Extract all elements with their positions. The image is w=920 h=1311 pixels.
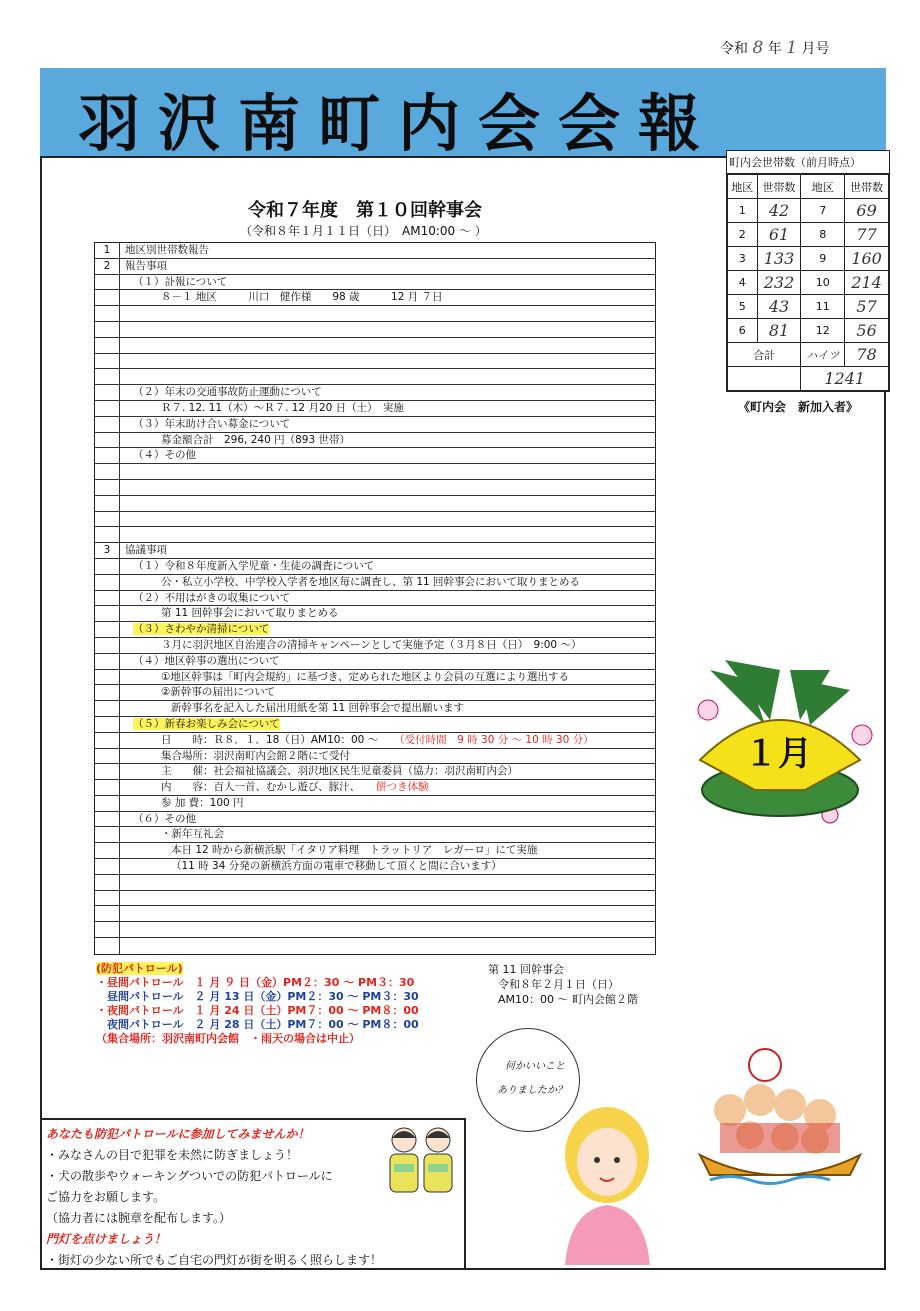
minutes-number	[95, 575, 120, 590]
district-cell: 10	[801, 271, 845, 295]
minutes-text: ・新年互礼会	[161, 828, 224, 841]
minutes-number	[95, 306, 120, 321]
minutes-number	[95, 322, 120, 337]
minutes-number	[95, 938, 120, 954]
minutes-text: ３月に羽沢地区自治連合の清掃キャンペーンとして実施予定（３月８日（日） 9:00 ～）	[161, 638, 582, 651]
minutes-row	[95, 591, 655, 607]
minutes-number: 1	[95, 243, 120, 258]
patrol-line: 昼間パトロール ２ 月 13 日（金）PM２：30 ～ PM３：30	[96, 990, 419, 1003]
meeting-datetime: （令和８年１月１１日（日） AM10:00 〜 ）	[240, 224, 487, 238]
count-cell: 160	[845, 247, 889, 271]
minutes-number	[95, 559, 120, 574]
count-cell: 214	[845, 271, 889, 295]
seven-lucky-gods-illustration	[690, 1045, 870, 1185]
col-count: 世帯数	[757, 175, 801, 199]
minutes-row	[95, 859, 655, 875]
minutes-number	[95, 275, 120, 290]
minutes-number	[95, 290, 120, 305]
speech-line-1: 何かいいこと	[505, 1061, 565, 1072]
appeal-text	[46, 1124, 382, 1271]
minutes-row	[95, 749, 655, 765]
minutes-number	[95, 859, 120, 874]
minutes-number	[95, 401, 120, 416]
minutes-number	[95, 369, 120, 384]
minutes-row	[95, 275, 655, 291]
minutes-number	[95, 843, 120, 858]
minutes-number	[95, 338, 120, 353]
minutes-row	[95, 417, 655, 433]
minutes-row	[95, 685, 655, 701]
minutes-text: 集合場所：羽沢南町内会館２階にて受付	[161, 749, 350, 762]
minutes-text: Ｒ７. 12. 11（木）～Ｒ７. 12 月20 日（土） 実施	[161, 401, 404, 414]
minutes-row	[95, 354, 655, 370]
minutes-text: 新幹事名を記入した届出用紙を第 11 回幹事会で提出願います	[171, 702, 465, 715]
minutes-number	[95, 906, 120, 921]
minutes-row	[95, 843, 655, 859]
minutes-number	[95, 701, 120, 716]
patrol-header: (防犯パトロール)	[96, 962, 183, 975]
patrol-line: 夜間パトロール ２ 月 28 日（土）PM７：00 ～ PM８：00	[96, 1018, 419, 1031]
district-cell: 1	[728, 199, 758, 223]
minutes-row	[95, 559, 655, 575]
minutes-number	[95, 622, 120, 637]
minutes-row	[95, 306, 655, 322]
minutes-row	[95, 670, 655, 686]
count-cell: 57	[845, 295, 889, 319]
minutes-text: ②新幹事の届出について	[161, 686, 276, 699]
minutes-note: （受付時間 9 時 30 分 ～ 10 時 30 分）	[394, 733, 594, 746]
count-cell: 133	[757, 247, 801, 271]
minutes-text: 内 容：百人一首、むかし遊び、豚汁、	[161, 781, 361, 794]
minutes-row	[95, 938, 655, 954]
count-cell: 69	[845, 199, 889, 223]
minutes-text: （２）年末の交通事故防止運動について	[133, 386, 322, 399]
district-cell: 12	[801, 319, 845, 343]
minutes-text: （１）訃報について	[133, 275, 228, 288]
minutes-row	[95, 827, 655, 843]
girl-illustration	[545, 1100, 665, 1265]
minutes-row	[95, 464, 655, 480]
minutes-row	[95, 780, 655, 796]
minutes-row	[95, 322, 655, 338]
minutes-row	[95, 512, 655, 528]
minutes-row	[95, 496, 655, 512]
minutes-row	[95, 433, 655, 449]
new-members-heading: 《町内会 新加入者》	[738, 400, 859, 414]
total-spacer	[728, 367, 801, 391]
minutes-text: （４）地区幹事の選出について	[133, 654, 280, 667]
minutes-number	[95, 780, 120, 795]
minutes-number	[95, 385, 120, 400]
newsletter-title: 羽沢南町内会会報	[78, 87, 719, 160]
minutes-text: 公・私立小学校、中学校入学者を地区毎に調査し、第 11 回幹事会において取りまとめる	[161, 575, 581, 588]
col-district: 地区	[728, 175, 758, 199]
minutes-text: 募金額合計 296, 240 円（893 世帯）	[161, 433, 350, 446]
minutes-text: 地区別世帯数報告	[125, 244, 209, 256]
appeal-line: ご協力をお願します。	[46, 1190, 166, 1204]
appeal-heading-2: 門灯を点けましょう！	[46, 1232, 167, 1246]
minutes-text: 協議事項	[125, 544, 167, 557]
fan-label: １月	[744, 734, 812, 774]
extra-label: ハイツ	[801, 343, 845, 367]
patrol-line: ・夜間パトロール １ 月 24 日（土）PM７：00 ～ PM８：00	[96, 1004, 419, 1017]
minutes-number	[95, 654, 120, 669]
appeal-heading: あなたも防犯パトロールに参加してみませんか！	[46, 1127, 310, 1141]
minutes-row	[95, 401, 655, 417]
col-district: 地区	[801, 175, 845, 199]
minutes-row	[95, 369, 655, 385]
minutes-number	[95, 433, 120, 448]
minutes-text: （５）新春お楽しみ会について	[133, 717, 280, 730]
minutes-row	[95, 448, 655, 464]
minutes-row	[95, 606, 655, 622]
minutes-text: （４）その他	[133, 449, 196, 462]
district-cell: 11	[801, 295, 845, 319]
minutes-text: 参 加 費：100 円	[161, 796, 244, 809]
appeal-line-2: ・街灯の少ない所でもご自宅の門灯が街を明るく照らします！	[46, 1253, 383, 1267]
minutes-text: 第 11 回幹事会において取りまとめる	[161, 607, 339, 620]
district-cell: 5	[728, 295, 758, 319]
total-value: 1241	[801, 367, 889, 391]
minutes-row	[95, 733, 655, 749]
household-table-header: 町内会世帯数（前月時点）	[727, 151, 889, 174]
count-cell: 43	[757, 295, 801, 319]
minutes-number	[95, 638, 120, 653]
minutes-row	[95, 717, 655, 733]
minutes-number	[95, 827, 120, 842]
extra-value: 78	[845, 343, 889, 367]
minutes-text: （１）令和８年度新入学児童・生徒の調査について	[133, 559, 375, 572]
minutes-row	[95, 891, 655, 907]
total-label: 合計	[728, 343, 801, 367]
district-cell: 6	[728, 319, 758, 343]
minutes-row	[95, 290, 655, 306]
next-meeting-place: AM10：00 ～ 町内会館２階	[498, 993, 639, 1006]
patrol-volunteers-illustration	[382, 1122, 462, 1194]
minutes-note: 餅つき体験	[376, 781, 429, 794]
minutes-number	[95, 812, 120, 827]
count-cell: 77	[845, 223, 889, 247]
minutes-text: ①地区幹事は「町内会規約」に基づき、定められた地区より会員の互選により選出する	[161, 670, 569, 683]
minutes-row	[95, 654, 655, 670]
minutes-number	[95, 764, 120, 779]
minutes-number	[95, 733, 120, 748]
appeal-line: ・犬の散歩やウォーキングついでの防犯パトロールに	[46, 1169, 333, 1183]
minutes-row	[95, 875, 655, 891]
next-meeting	[488, 962, 638, 1007]
minutes-row	[95, 764, 655, 780]
minutes-number	[95, 496, 120, 511]
minutes-row	[95, 243, 655, 259]
minutes-row	[95, 527, 655, 543]
minutes-number	[95, 417, 120, 432]
minutes-number	[95, 685, 120, 700]
count-cell: 81	[757, 319, 801, 343]
district-cell: 8	[801, 223, 845, 247]
appeal-line: ・みなさんの目で犯罪を未然に防ぎましょう！	[46, 1148, 299, 1162]
count-cell: 56	[845, 319, 889, 343]
minutes-row	[95, 259, 655, 275]
minutes-text: （２）不用はがきの収集について	[133, 591, 291, 604]
minutes-text: 報告事項	[125, 259, 167, 272]
minutes-number	[95, 480, 120, 495]
minutes-row	[95, 922, 655, 938]
col-count: 世帯数	[845, 175, 889, 199]
district-cell: 4	[728, 271, 758, 295]
next-meeting-title: 第 11 回幹事会	[488, 963, 564, 976]
speech-line-2: ありましたか？	[497, 1085, 567, 1096]
minutes-number	[95, 448, 120, 463]
minutes-text: ８－１ 地区 川口 健作様 98 歳 12 月 ７日	[161, 291, 443, 304]
minutes-row	[95, 638, 655, 654]
minutes-number	[95, 875, 120, 890]
minutes-number	[95, 606, 120, 621]
minutes-row	[95, 480, 655, 496]
minutes-number	[95, 796, 120, 811]
district-cell: 7	[801, 199, 845, 223]
minutes-row	[95, 701, 655, 717]
minutes-number	[95, 717, 120, 732]
minutes-text: （３）さわやか清掃について	[133, 623, 270, 636]
meeting-title: 令和７年度 第１０回幹事会	[248, 200, 482, 221]
household-table	[726, 150, 890, 392]
minutes-text: （11 時 34 分発の新横浜方面の電車で移動して頂くと間に合います）	[171, 860, 502, 873]
district-cell: 9	[801, 247, 845, 271]
count-cell: 42	[757, 199, 801, 223]
issue-label: 令和 8 年 1 月号	[720, 38, 830, 58]
minutes-text: 日 時：Ｒ８．１．18（日）AM10：00 ～	[161, 733, 379, 746]
minutes-number: 2	[95, 259, 120, 274]
count-cell: 61	[757, 223, 801, 247]
minutes-text: （６）その他	[133, 812, 196, 825]
minutes-row	[95, 622, 655, 638]
minutes-row	[95, 812, 655, 828]
minutes-text: （３）年末助け合い募金について	[133, 417, 291, 430]
minutes-number	[95, 591, 120, 606]
minutes-number	[95, 527, 120, 542]
next-meeting-date: 令和８年２月１日（日）	[498, 978, 619, 991]
minutes-number	[95, 512, 120, 527]
minutes-list	[94, 242, 656, 955]
appeal-line: （協力者には腕章を配布します。）	[46, 1211, 232, 1225]
minutes-number	[95, 354, 120, 369]
patrol-footer: （集合場所：羽沢南町内会館 ・雨天の場合は中止）	[96, 1032, 360, 1045]
minutes-number: 3	[95, 543, 120, 558]
district-cell: 2	[728, 223, 758, 247]
minutes-number	[95, 670, 120, 685]
minutes-text: 主 催：社会福祉協議会、羽沢地区民生児童委員（協力：羽沢南町内会）	[161, 765, 518, 778]
minutes-row	[95, 338, 655, 354]
minutes-row	[95, 385, 655, 401]
minutes-number	[95, 891, 120, 906]
minutes-number	[95, 749, 120, 764]
minutes-row	[95, 906, 655, 922]
new-year-fan-illustration	[690, 640, 880, 830]
minutes-number	[95, 464, 120, 479]
minutes-row	[95, 575, 655, 591]
minutes-text: 本日 12 時から新横浜駅「イタリア料理 トラットリア レガーロ」にて実施	[171, 844, 538, 857]
patrol-schedule	[96, 962, 419, 1046]
district-cell: 3	[728, 247, 758, 271]
minutes-row	[95, 796, 655, 812]
count-cell: 232	[757, 271, 801, 295]
minutes-row	[95, 543, 655, 559]
minutes-number	[95, 922, 120, 937]
patrol-line: ・昼間パトロール １ 月 ９ 日（金）PM２：30 ～ PM３：30	[96, 976, 415, 989]
